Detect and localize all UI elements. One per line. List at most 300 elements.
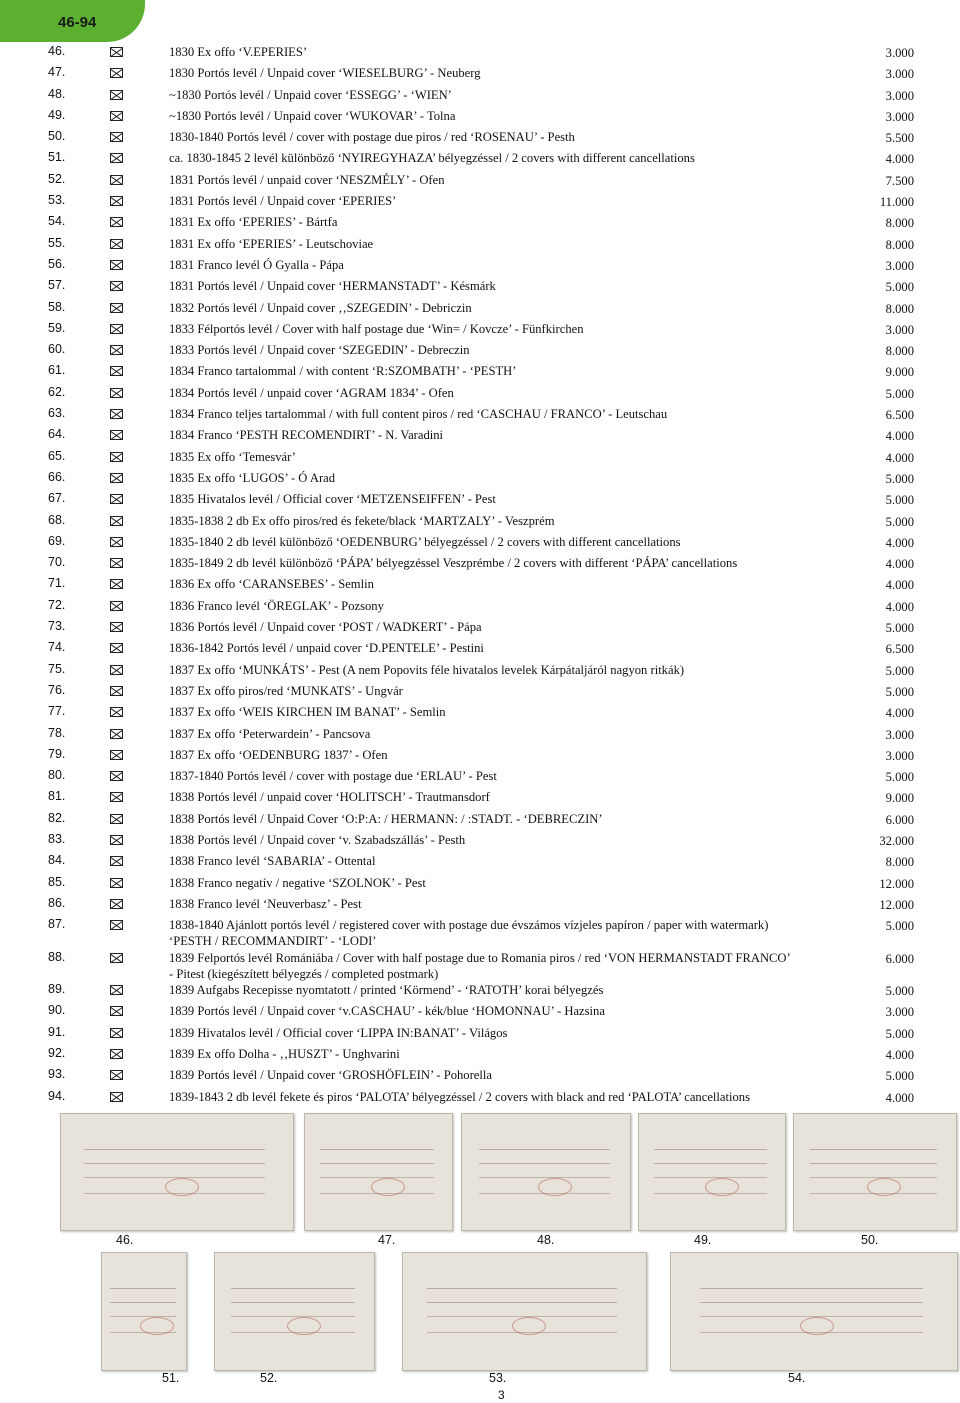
lot-description-line: 1831 Ex offo ‘EPERIES’ - Leutschoviae [169,236,374,251]
lot-price: 4.000 [885,535,914,550]
envelope-icon [110,622,123,632]
lot-description [169,129,849,145]
lot-description-line: 1839 Hivatalos levél / Official cover ‘LIPPA IN:BANAT’ - Világos [169,1025,508,1040]
lot-description [169,789,849,805]
envelope-icon [110,281,123,291]
lot-description-line: 1838 Franco negatív / negative ‘SZOLNOK’ - Pest [169,875,426,890]
lot-description [169,108,849,124]
lot-description-line: 1839-1843 2 db levél fekete és piros ‘PALOTA’ bélyegzéssel / 2 covers with black and red ‘PALOTA’ cancellations [169,1089,750,1104]
lot-price: 3.000 [885,727,914,742]
lot-row [0,1089,960,1110]
lot-number: 60. [48,342,66,357]
lot-description-line: 1831 Portós levél / Unpaid cover ‘HERMANSTADT’ - Késmárk [169,279,496,294]
lot-number: 62. [48,384,66,399]
lot-price: 3.000 [885,46,914,60]
lot-row [0,214,960,235]
lot-description-line: 1838 Portós levél / unpaid cover ‘HOLITSCH’ - Trautmansdorf [169,790,490,805]
lot-number: 73. [48,619,66,634]
page-section-label: 46-94 [58,14,97,31]
envelope-icon [110,175,123,185]
lot-description-line: 1831 Ex offo ‘EPERIES’ - Bártfa [169,215,338,230]
lot-price: 3.000 [885,1005,914,1020]
lot-description [169,363,849,379]
lot-row [0,917,960,950]
cover-photo-48 [461,1113,631,1231]
envelope-icon [110,856,123,866]
cover-photo-50 [793,1113,957,1231]
envelope-icon [110,899,123,909]
lot-price: 7.500 [885,173,914,188]
lot-row [0,385,960,406]
lot-description [169,598,849,614]
envelope-icon [110,665,123,675]
cover-photo-47 [304,1113,453,1231]
lot-row [0,555,960,576]
lot-description [169,853,849,869]
lot-description-line: 1834 Franco tartalommal / with content ‘R:SZOMBATH’ - ‘PESTH’ [169,364,517,379]
lot-description-line: 1832 Portós levél / Unpaid cover ‚‚SZEGEDIN’ - Debriczin [169,300,472,315]
lot-list [0,44,960,1110]
lot-description [169,747,849,763]
lot-row [0,65,960,86]
lot-description [169,1067,849,1083]
lot-price: 3.000 [885,109,914,124]
lot-description [169,278,849,294]
lot-description [169,300,849,316]
lot-row [0,513,960,534]
lot-row [0,172,960,193]
lot-price: 5.000 [885,621,914,636]
lot-row [0,87,960,108]
lot-price: 8.000 [885,855,914,870]
lot-price: 9.000 [885,791,914,806]
lot-row [0,896,960,917]
cover-photo-54 [670,1252,958,1371]
lot-description [169,172,849,188]
lot-description-line: 1838 Franco levél ‘Neuverbasz’ - Pest [169,896,362,911]
lot-number: 72. [48,597,66,612]
envelope-icon [110,1070,123,1080]
lot-description [169,683,849,699]
lot-description [169,875,849,891]
lot-description-line: 1837 Ex offo ‘Peterwardein’ - Pancsova [169,726,371,741]
envelope-icon [110,494,123,504]
envelope-icon [110,537,123,547]
lot-price: 6.000 [885,812,914,827]
lot-description-line: 1831 Portós levél / unpaid cover ‘NESZMÉLY’ - Ofen [169,172,445,187]
lot-price: 5.000 [885,514,914,529]
lot-description [169,619,849,635]
lot-number: 49. [48,107,66,122]
lot-row [0,363,960,384]
lot-number: 83. [48,831,66,846]
envelope-icon [110,366,123,376]
lot-description [169,236,849,252]
lot-description [169,534,849,550]
lot-price: 4.000 [885,599,914,614]
lot-description [169,449,849,465]
envelope-icon [110,729,123,739]
lot-number: 87. [48,917,66,932]
envelope-icon [110,324,123,334]
lot-number: 93. [48,1067,66,1082]
lot-number: 71. [48,576,66,591]
lot-number: 56. [48,256,66,271]
lot-description-line: 1836 Ex offo ‘CARANSEBES’ - Semlin [169,577,374,592]
envelope-icon [110,47,123,57]
lot-description [169,214,849,230]
lot-description-line: 1835 Hivatalos levél / Official cover ‘METZENSEIFFEN’ - Pest [169,492,496,507]
lot-number: 51. [48,150,66,165]
lot-number: 74. [48,640,66,655]
lot-description [169,87,849,103]
lot-number: 47. [48,65,66,80]
lot-number: 70. [48,555,66,570]
lot-price: 32.000 [879,833,914,848]
envelope-icon [110,111,123,121]
lot-description [169,555,849,571]
lot-row [0,150,960,171]
lot-description [169,491,849,507]
lot-number: 61. [48,363,66,378]
lot-price: 5.000 [885,1026,914,1041]
lot-description [169,726,849,742]
lot-row [0,662,960,683]
lot-row [0,811,960,832]
cover-photo-53 [402,1252,647,1371]
lot-description [169,662,849,678]
lot-number: 92. [48,1046,66,1061]
photo-caption: 48. [537,1233,555,1247]
lot-row [0,427,960,448]
lot-row [0,278,960,299]
lot-description [169,950,849,982]
envelope-icon [110,686,123,696]
lot-row [0,129,960,150]
lot-number: 55. [48,235,66,250]
lot-description [169,982,849,998]
lot-price: 4.000 [885,557,914,572]
cover-photo-49 [638,1113,786,1231]
photo-caption: 49. [694,1233,712,1247]
lot-price: 4.000 [885,450,914,465]
lot-price: 4.000 [885,1048,914,1063]
lot-price: 5.000 [885,1069,914,1084]
lot-row [0,1046,960,1067]
lot-price: 11.000 [879,195,914,210]
lot-number: 78. [48,725,66,740]
lot-description-line: 1834 Franco teljes tartalommal / with full content piros / red ‘CASCHAU / FRANCO’ - Leutschau [169,407,668,422]
lot-description [169,576,849,592]
envelope-icon [110,239,123,249]
lot-price: 6.000 [885,951,914,966]
lot-price: 12.000 [879,876,914,891]
lot-number: 66. [48,469,66,484]
lot-description [169,321,849,337]
lot-row [0,875,960,896]
page-section-tab [0,0,145,42]
lot-number: 76. [48,682,66,697]
envelope-icon [110,601,123,611]
photo-caption: 52. [260,1371,278,1385]
lot-number: 77. [48,704,66,719]
lot-description [169,917,849,949]
lot-row [0,747,960,768]
lot-description-line: 1838-1840 Ajánlott portós levél / registered cover with postage due évszámos vízjeles papíron / paper with watermark) [169,918,769,933]
lot-description-line: 1836 Portós levél / Unpaid cover ‘POST / WADKERT’ - Pápa [169,620,482,635]
lot-description-line: 1833 Félportós levél / Cover with half postage due ‘Win= / Kovcze’ - Fünfkirchen [169,321,584,336]
lot-price: 5.500 [885,131,914,146]
envelope-icon [110,90,123,100]
lot-row [0,683,960,704]
lot-description [169,1025,849,1041]
lot-number: 75. [48,661,66,676]
lot-number: 79. [48,746,66,761]
lot-description-line: 1835-1840 2 db levél különböző ‘OEDENBURG’ bélyegzéssel / 2 covers with different cancellations [169,534,681,549]
lot-price: 6.500 [885,408,914,423]
envelope-icon [110,1028,123,1038]
lot-row [0,193,960,214]
lot-price: 5.000 [885,984,914,999]
lot-price: 3.000 [885,322,914,337]
lot-number: 89. [48,982,66,997]
lot-row [0,534,960,555]
lot-number: 80. [48,768,66,783]
cover-photo-51 [101,1252,187,1371]
lot-row [0,619,960,640]
lot-row [0,1003,960,1024]
photo-caption: 50. [861,1233,879,1247]
lot-description-line: 1837-1840 Portós levél / cover with postage due ‘ERLAU’ - Pest [169,769,497,784]
lot-description [169,1003,849,1019]
envelope-icon [110,260,123,270]
lot-description [169,65,849,81]
lot-description-line: 1838 Portós levél / Unpaid Cover ‘O:P:A: / HERMANN: / :STADT. - ‘DEBRECZIN’ [169,811,603,826]
lot-row [0,789,960,810]
lot-number: 48. [48,86,66,101]
lot-description-line: 1838 Franco levél ‘SABARIA’ - Ottental [169,854,376,869]
lot-row [0,300,960,321]
lot-description [169,513,849,529]
lot-row [0,640,960,661]
envelope-icon [110,452,123,462]
lot-number: 82. [48,810,66,825]
lot-description-line: 1836-1842 Portós levél / unpaid cover ‘D.PENTELE’ - Pestini [169,641,484,656]
lot-description [169,342,849,358]
lot-description [169,385,849,401]
lot-row [0,950,960,983]
lot-description-line: 1839 Aufgabs Recepisse nyomtatott / printed ‘Körmend’ - ‘RATOTH’ korai bélyegzés [169,983,604,998]
lot-number: 57. [48,278,66,293]
envelope-icon [110,792,123,802]
lot-row [0,1067,960,1088]
envelope-icon [110,707,123,717]
envelope-icon [110,750,123,760]
envelope-icon [110,558,123,568]
envelope-icon [110,430,123,440]
lot-price: 8.000 [885,237,914,252]
lot-price: 4.000 [885,578,914,593]
envelope-icon [110,878,123,888]
lot-description-line: 1831 Portós levél / Unpaid cover ‘EPERIES’ [169,194,397,209]
envelope-icon [110,409,123,419]
page-number: 3 [498,1388,505,1402]
envelope-icon [110,771,123,781]
lot-price: 5.000 [885,493,914,508]
envelope-icon [110,643,123,653]
lot-price: 3.000 [885,258,914,273]
envelope-icon [110,303,123,313]
lot-description [169,896,849,912]
lot-price: 9.000 [885,365,914,380]
lot-number: 64. [48,427,66,442]
lot-number: 46. [48,44,66,58]
lot-row [0,449,960,470]
lot-description-line: 1837 Ex offo piros/red ‘MUNKATS’ - Ungvár [169,683,403,698]
lot-price: 8.000 [885,301,914,316]
lot-description-line: 1831 Franco levél Ó Gyalla - Pápa [169,257,344,272]
lot-price: 5.000 [885,471,914,486]
lot-description-line: 1839 Portós levél / Unpaid cover ‘GROSHÖFLEIN’ - Pohorella [169,1068,492,1083]
lot-description [169,832,849,848]
lot-description-line: 1835 Ex offo ‘Temesvár’ [169,449,297,464]
lot-number: 86. [48,895,66,910]
lot-description-line: 1837 Ex offo ‘MUNKÁTS’ - Pest (A nem Popovits féle hivatalos levelek Kárpátaljáról nagyon ritkák) [169,662,685,677]
lot-number: 90. [48,1003,66,1018]
lot-description [169,1046,849,1062]
lot-number: 68. [48,512,66,527]
lot-number: 58. [48,299,66,314]
lot-row [0,321,960,342]
cover-photo-52 [214,1252,375,1371]
lot-description-line: 1837 Ex offo ‘OEDENBURG 1837’ - Ofen [169,747,388,762]
lot-row [0,257,960,278]
lot-row [0,44,960,65]
lot-description-line-2: - Pitest (kiegészített bélyegzés / completed postmark) [169,966,439,981]
photo-caption: 51. [162,1371,180,1385]
lot-number: 69. [48,533,66,548]
lot-description-line: 1834 Franco ‘PESTH RECOMENDIRT’ - N. Varadini [169,428,444,443]
lot-description-line: 1830 Ex offo ‘V.EPERIES’ [169,45,308,59]
envelope-icon [110,516,123,526]
envelope-icon [110,132,123,142]
lot-row [0,108,960,129]
lot-description [169,257,849,273]
envelope-icon [110,196,123,206]
lot-description-line: 1833 Portós levél / Unpaid cover ‘SZEGEDIN’ - Debreczin [169,343,470,358]
lot-row [0,832,960,853]
envelope-icon [110,579,123,589]
envelope-icon [110,985,123,995]
lot-price: 5.000 [885,684,914,699]
lot-description-line: ca. 1830-1845 2 levél különböző ‘NYIREGYHAZA’ bélyegzéssel / 2 covers with different cancellations [169,151,695,166]
lot-row [0,768,960,789]
cover-photo-46 [60,1113,294,1231]
lot-description-line: 1839 Felportós levél Romániába / Cover with half postage due to Romania piros / red ‘VON HERMANSTADT FRANCO’ [169,950,791,965]
lot-row [0,491,960,512]
lot-price: 5.000 [885,919,914,934]
lot-row [0,406,960,427]
photo-caption: 46. [116,1233,134,1247]
lot-number: 94. [48,1088,66,1103]
lot-price: 5.000 [885,770,914,785]
photo-caption: 53. [489,1371,507,1385]
lot-price: 4.000 [885,152,914,167]
envelope-icon [110,473,123,483]
lot-price: 5.000 [885,386,914,401]
envelope-icon [110,920,123,930]
lot-description [169,406,849,422]
photo-caption: 54. [788,1371,806,1385]
lot-row [0,853,960,874]
lot-number: 91. [48,1024,66,1039]
lot-price: 12.000 [879,897,914,912]
lot-number: 88. [48,949,66,964]
envelope-icon [110,1092,123,1102]
lot-number: 81. [48,789,66,804]
lot-price: 5.000 [885,663,914,678]
lot-description-line: 1830-1840 Portós levél / cover with postage due piros / red ‘ROSENAU’ - Pesth [169,130,575,145]
lot-description-line: 1839 Portós levél / Unpaid cover ‘v.CASCHAU’ - kék/blue ‘HOMONNAU’ - Hazsina [169,1004,605,1019]
lot-description [169,640,849,656]
lot-description-line: 1835-1849 2 db levél különböző ‘PÁPA’ bélyegzéssel Veszprémbe / 2 covers with different ‘PÁPA’ cancellations [169,556,738,571]
lot-number: 59. [48,320,66,335]
lot-description-line: 1837 Ex offo ‘WEIS KIRCHEN IM BANAT’ - Semlin [169,705,446,720]
lot-description [169,704,849,720]
lot-description [169,44,849,60]
lot-description-line: 1834 Portós levél / unpaid cover ‘AGRAM 1834’ - Ofen [169,385,454,400]
envelope-icon [110,814,123,824]
lot-description-line: 1838 Portós levél / Unpaid cover ‘v. Szabadszállás’ - Pesth [169,832,466,847]
lot-description-line: ~1830 Portós levél / Unpaid cover ‘ESSEGG’ - ‘WIEN’ [169,87,452,102]
lot-description-line: 1839 Ex offo Dolha - ‚‚HUSZT’ - Unghvarini [169,1047,400,1062]
lot-number: 84. [48,853,66,868]
lot-description-line: 1830 Portós levél / Unpaid cover ‘WIESELBURG’ - Neuberg [169,66,481,81]
lot-description-line-2: ‘PESTH / RECOMMANDIRT’ - ‘LODI’ [169,934,377,949]
envelope-icon [110,68,123,78]
lot-price: 8.000 [885,216,914,231]
lot-number: 63. [48,406,66,421]
lot-row [0,982,960,1003]
lot-number: 65. [48,448,66,463]
lot-row [0,704,960,725]
lot-description-line: 1835 Ex offo ‘LUGOS’ - Ó Arad [169,470,336,485]
lot-price: 4.000 [885,706,914,721]
envelope-icon [110,835,123,845]
lot-row [0,598,960,619]
lot-row [0,236,960,257]
lot-number: 53. [48,193,66,208]
envelope-icon [110,1049,123,1059]
lot-description [169,427,849,443]
lot-description [169,1089,849,1105]
lot-row [0,1025,960,1046]
lot-description [169,193,849,209]
lot-number: 67. [48,491,66,506]
lot-number: 50. [48,129,66,144]
lot-row [0,726,960,747]
lot-price: 6.500 [885,642,914,657]
lot-price: 4.000 [885,429,914,444]
photo-caption: 47. [378,1233,396,1247]
lot-row [0,342,960,363]
envelope-icon [110,953,123,963]
lot-price: 8.000 [885,344,914,359]
envelope-icon [110,1006,123,1016]
lot-description [169,150,849,166]
lot-price: 4.000 [885,1090,914,1105]
lot-price: 3.000 [885,88,914,103]
